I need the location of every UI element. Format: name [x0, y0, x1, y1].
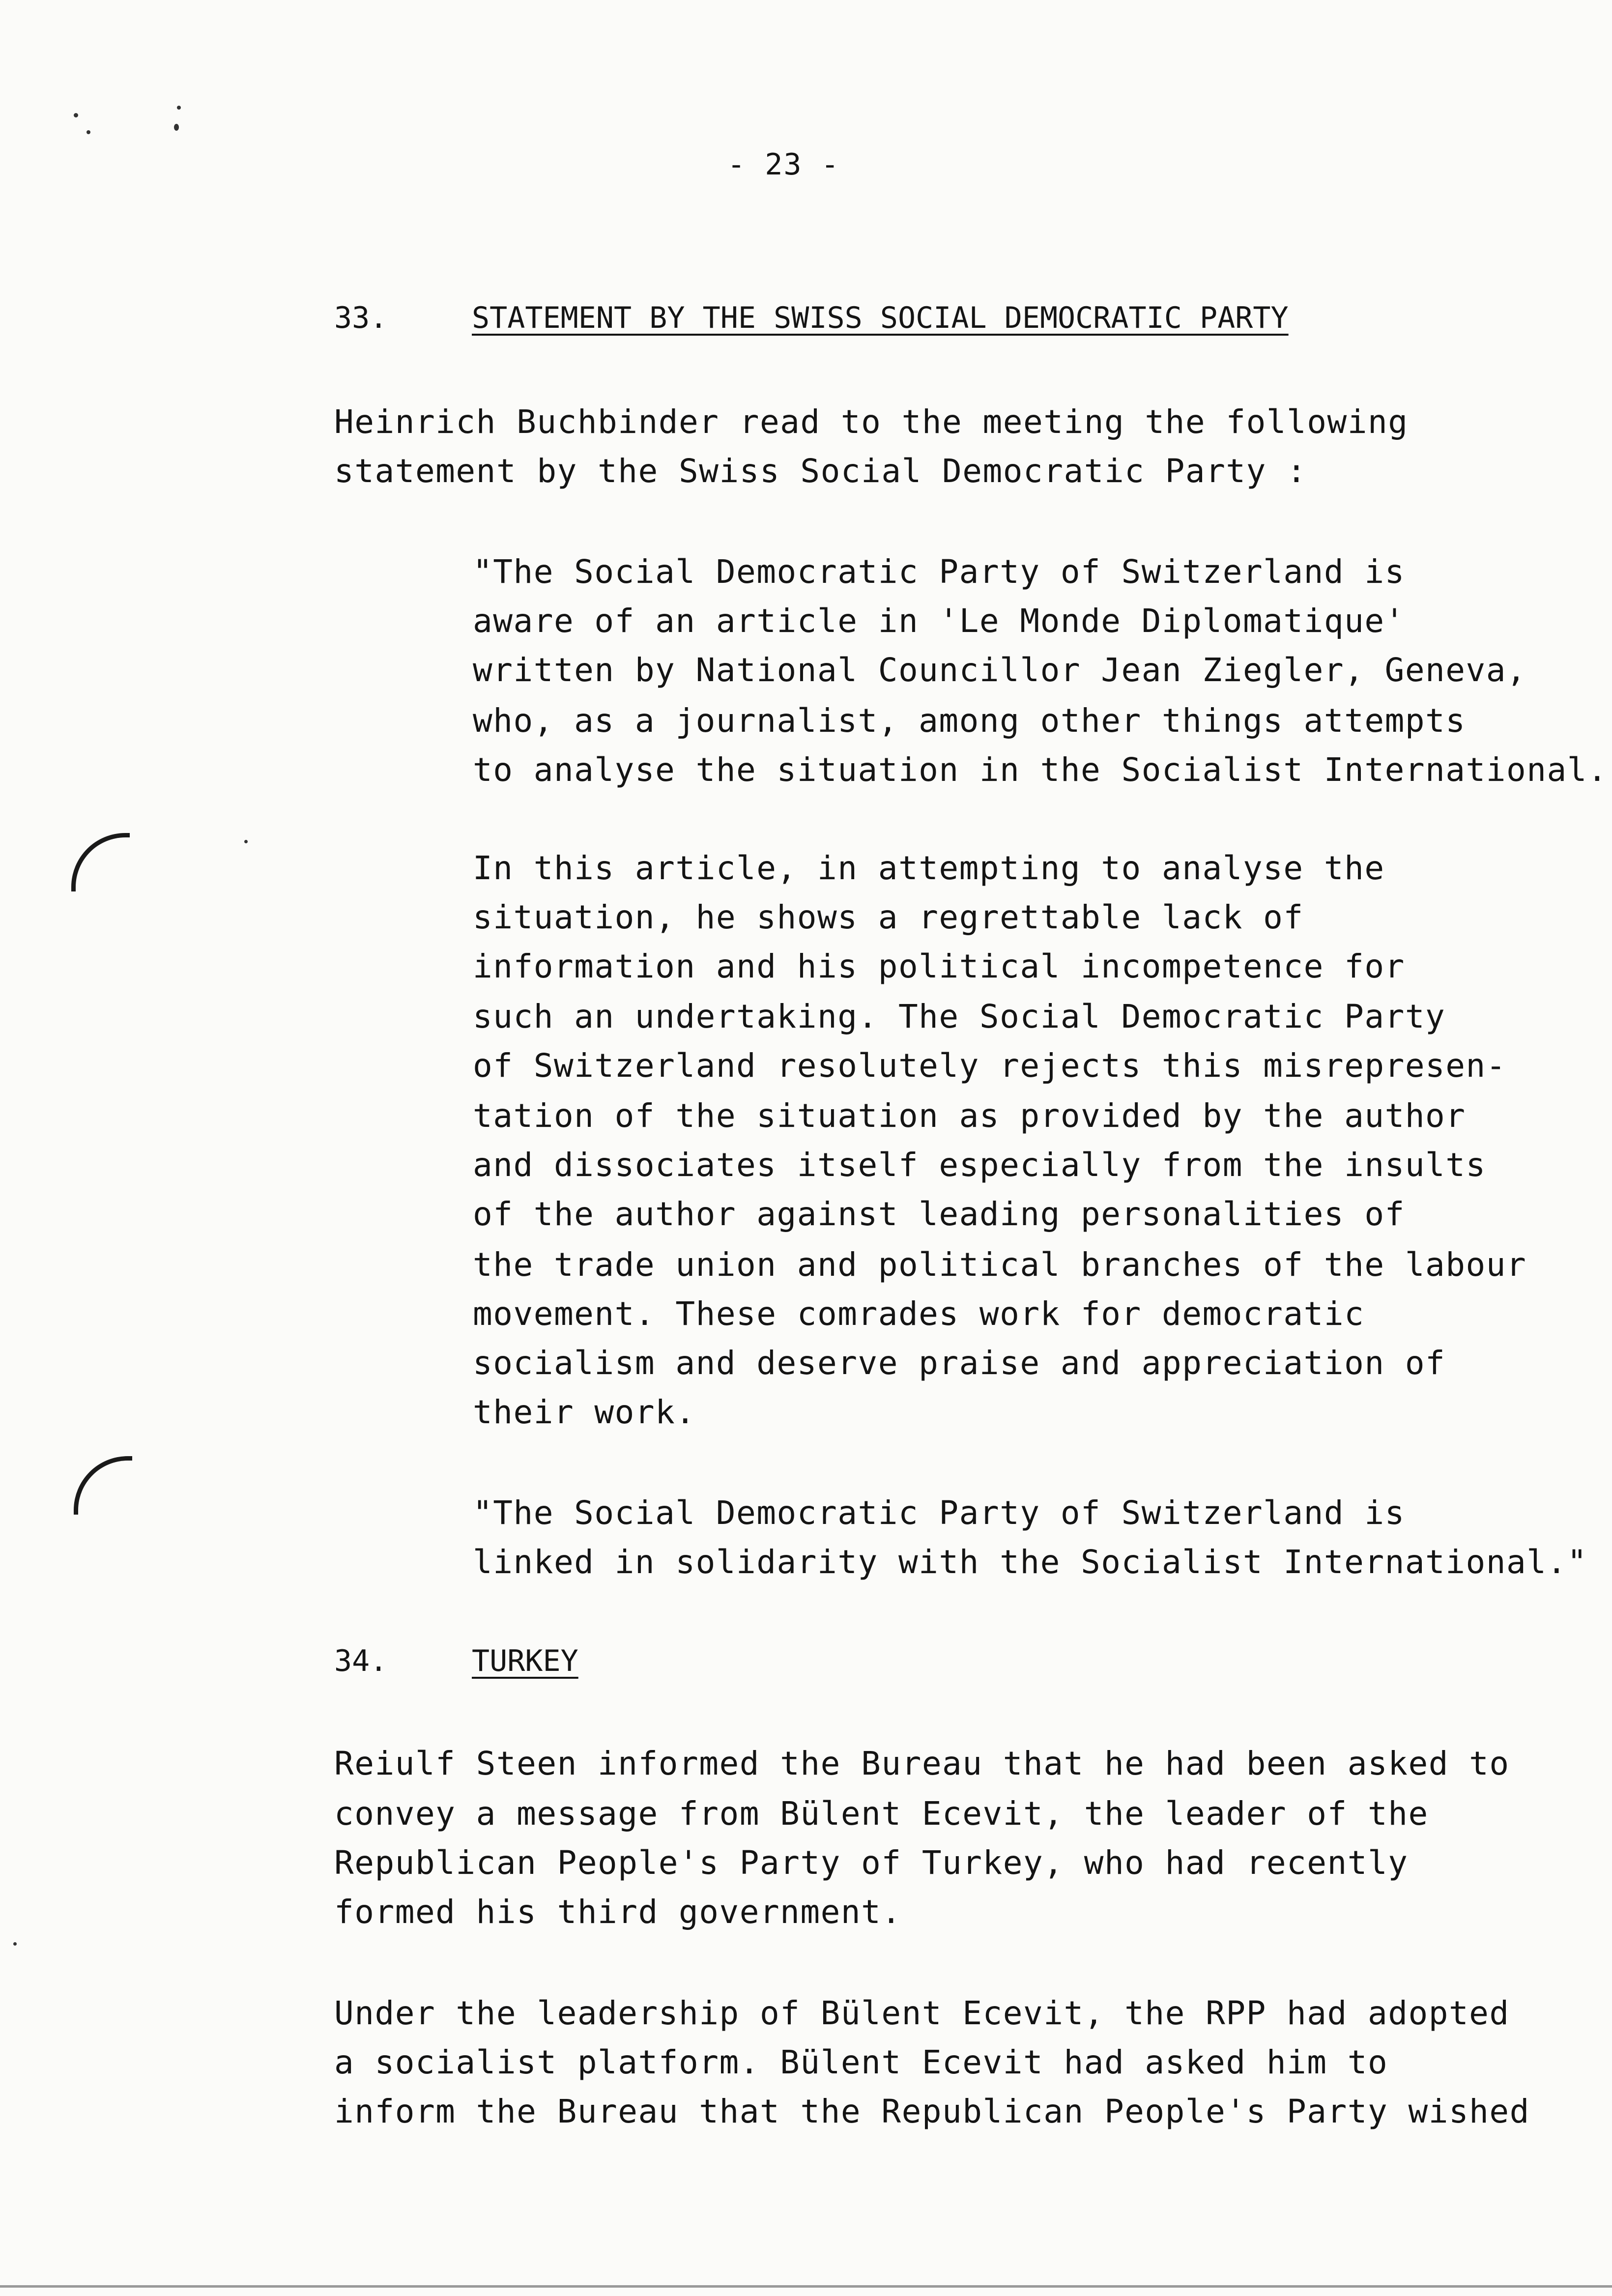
- quote-line: their work.: [473, 1393, 696, 1431]
- section-33-heading: STATEMENT BY THE SWISS SOCIAL DEMOCRATIC PARTY: [472, 301, 1289, 335]
- quote-line: information and his political incompetence for: [473, 947, 1405, 985]
- quote-line: to analyse the situation in the Socialist International.: [473, 751, 1608, 789]
- binder-ring-mark: [71, 833, 130, 891]
- scan-speck: [177, 106, 181, 110]
- scan-speck: [86, 130, 90, 134]
- quote-line: the trade union and political branches of the labour: [473, 1246, 1527, 1284]
- quote-line: of Switzerland resolutely rejects this misrepresen-: [473, 1047, 1507, 1085]
- quote-line: and dissociates itself especially from the insults: [473, 1146, 1486, 1184]
- scan-speck: [174, 124, 179, 131]
- body-line: Under the leadership of Bülent Ecevit, the RPP had adopted: [334, 1994, 1510, 2032]
- quote-line: socialism and deserve praise and appreciation of: [473, 1344, 1446, 1382]
- section-34-number: 34.: [334, 1644, 388, 1678]
- quote-line: such an undertaking. The Social Democratic Party: [473, 998, 1446, 1035]
- quote-line: tation of the situation as provided by the author: [473, 1097, 1466, 1135]
- page-number: - 23 -: [727, 147, 840, 182]
- body-line: convey a message from Bülent Ecevit, the leader of the: [334, 1795, 1429, 1833]
- scan-speck: [74, 113, 78, 117]
- body-line: inform the Bureau that the Republican People's Party wished: [334, 2093, 1530, 2130]
- quote-line: written by National Councillor Jean Ziegler, Geneva,: [473, 651, 1527, 689]
- body-line: Republican People's Party of Turkey, who had recently: [334, 1844, 1409, 1882]
- scan-bottom-edge: [0, 2285, 1612, 2288]
- section-33-number: 33.: [334, 301, 388, 335]
- quote-line: "The Social Democratic Party of Switzerland is: [473, 1494, 1405, 1532]
- quote-line: movement. These comrades work for democratic: [473, 1295, 1365, 1333]
- quote-line: In this article, in attempting to analyse the: [473, 849, 1385, 887]
- quote-line: linked in solidarity with the Socialist International.": [473, 1543, 1587, 1581]
- scan-speck: [13, 1942, 17, 1946]
- quote-line: who, as a journalist, among other things attempts: [473, 702, 1466, 740]
- intro-line: statement by the Swiss Social Democratic Party :: [334, 452, 1307, 490]
- quote-line: situation, he shows a regrettable lack of: [473, 898, 1304, 936]
- body-line: a socialist platform. Bülent Ecevit had asked him to: [334, 2043, 1388, 2081]
- intro-line: Heinrich Buchbinder read to the meeting the following: [334, 403, 1409, 441]
- quote-line: of the author against leading personalities of: [473, 1195, 1405, 1233]
- section-34-heading: TURKEY: [472, 1644, 578, 1678]
- body-line: Reiulf Steen informed the Bureau that he had been asked to: [334, 1745, 1510, 1782]
- scan-speck: [244, 840, 248, 843]
- body-line: formed his third government.: [334, 1893, 902, 1931]
- quote-line: aware of an article in 'Le Monde Diplomatique': [473, 602, 1405, 640]
- quote-line: "The Social Democratic Party of Switzerland is: [473, 553, 1405, 591]
- binder-ring-mark: [74, 1456, 132, 1515]
